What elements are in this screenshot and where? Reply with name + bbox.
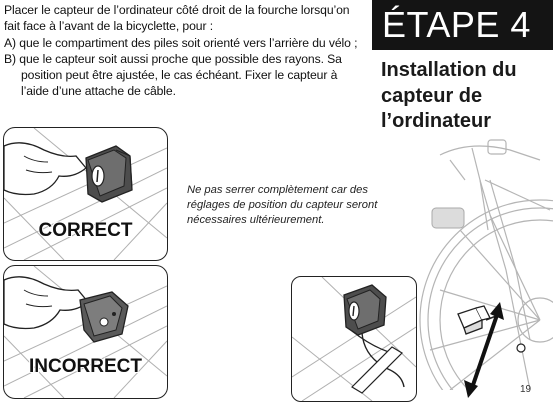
sensor-detail-illustration (292, 277, 416, 401)
instructions-item-a: A) que le compartiment des piles soit orienté vers l’arrière du vélo ; (4, 35, 358, 50)
hub-marker-icon (517, 344, 525, 352)
sensor-detail-panel (291, 276, 417, 402)
instructions-item-b: B) que le capteur soit aussi proche que possible des rayons. Sa position peut être ajustée, le cas échéant. Fixer le capteur à l’aide d’une attache de câble. (4, 51, 342, 99)
panel-incorrect (3, 265, 168, 399)
sensor-icon (80, 292, 128, 342)
page-number: 19 (520, 384, 532, 395)
correct-label: CORRECT (38, 220, 133, 241)
section-title-line-2: capteur de (381, 84, 483, 107)
step-label: ÉTAPE 4 (382, 4, 531, 45)
instructions (4, 2, 366, 100)
note: Ne pas serrer complètement car des réglages de position du capteur seront nécessaires ultérieurement. (187, 184, 378, 226)
light-mount-icon (432, 208, 464, 228)
incorrect-illustration (4, 266, 167, 398)
incorrect-label: INCORRECT (29, 356, 142, 377)
fork-blade-icon (352, 347, 402, 393)
panel-correct (3, 127, 168, 261)
double-arrow-icon (460, 300, 510, 400)
sensor-icon (344, 285, 386, 335)
section-title-line-3: l’ordinateur (381, 110, 492, 132)
sensor-icon (86, 146, 132, 202)
section-title-line-1: Installation du (381, 59, 517, 81)
hand-icon (4, 143, 86, 195)
instructions-intro: Placer le capteur de l’ordinateur côté droit de la fourche lorsqu’on fait face à l’avant de la bicyclette, pour : (4, 3, 350, 34)
hand-icon (4, 277, 88, 329)
